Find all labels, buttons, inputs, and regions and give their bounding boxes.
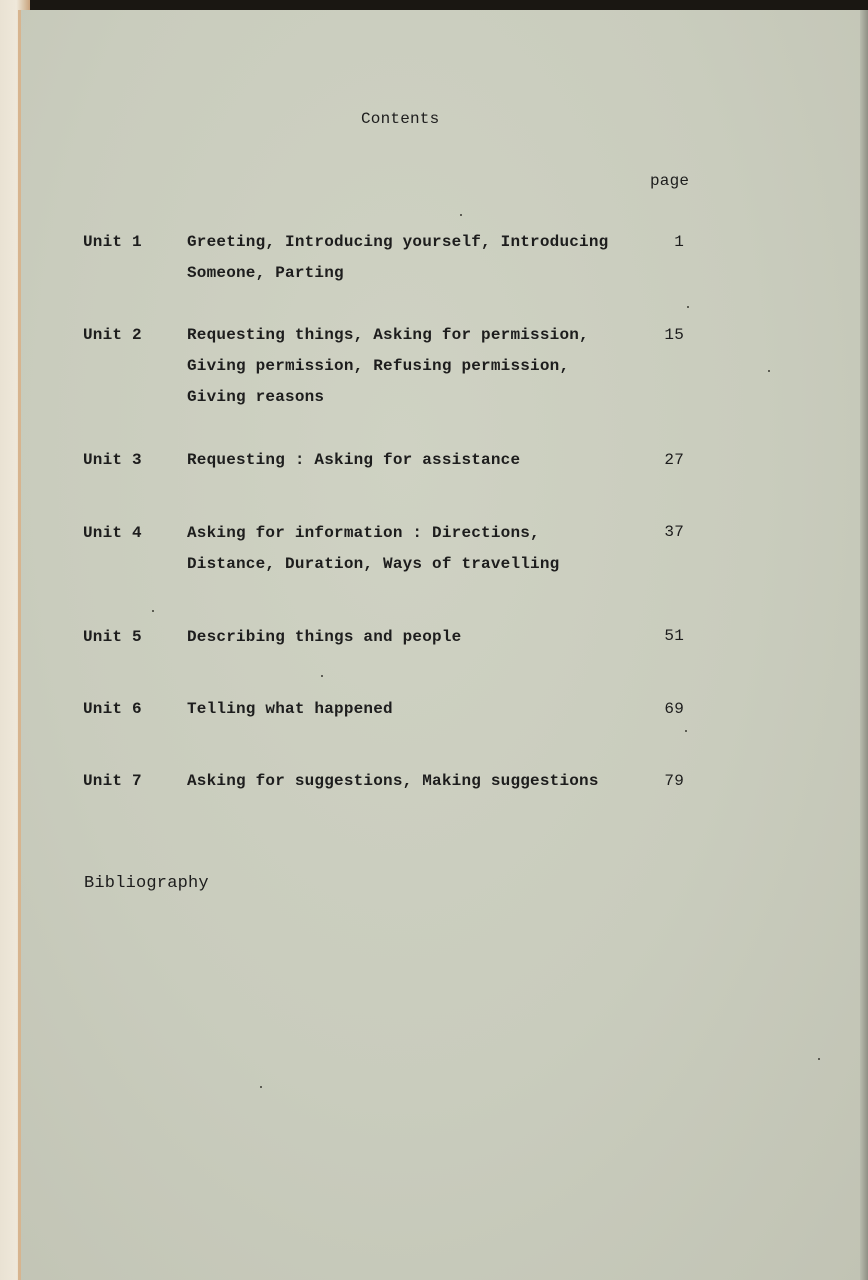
- unit-topic-line: Distance, Duration, Ways of travelling: [187, 555, 560, 573]
- unit-page-number: 27: [664, 451, 684, 469]
- unit-topic-line: Greeting, Introducing yourself, Introducing: [187, 233, 609, 251]
- unit-topic-line: Giving permission, Refusing permission,: [187, 357, 570, 375]
- unit-label: Unit 4: [83, 524, 142, 542]
- unit-topic-line: Asking for suggestions, Making suggestions: [187, 772, 599, 790]
- unit-label: Unit 3: [83, 451, 142, 469]
- unit-topic-line: Describing things and people: [187, 628, 462, 646]
- unit-label: Unit 5: [83, 628, 142, 646]
- unit-topic-line: Requesting : Asking for assistance: [187, 451, 521, 469]
- unit-topic: [187, 518, 559, 580]
- paper-speck: [260, 1086, 262, 1088]
- unit-page-number: 37: [664, 523, 684, 541]
- unit-topic-line: Someone, Parting: [187, 264, 344, 282]
- paper-speck: [152, 610, 154, 612]
- unit-label: Unit 1: [83, 233, 142, 251]
- paper-speck: [321, 675, 323, 677]
- bibliography-heading: Bibliography: [84, 874, 209, 893]
- unit-page-number: 51: [664, 627, 684, 645]
- unit-page-number: 69: [664, 700, 684, 718]
- unit-topic: [187, 766, 599, 797]
- unit-page-number: 15: [664, 326, 684, 344]
- page-right-edge: [860, 10, 868, 1280]
- paper-speck: [687, 306, 689, 308]
- paper-speck: [818, 1058, 820, 1060]
- unit-topic: [187, 694, 393, 725]
- unit-page-number: 79: [664, 772, 684, 790]
- unit-topic: [187, 445, 520, 476]
- unit-topic: [187, 622, 461, 653]
- unit-topic-line: Asking for information : Directions,: [187, 524, 540, 542]
- paper-speck: [685, 730, 687, 732]
- unit-label: Unit 6: [83, 700, 142, 718]
- unit-topic: [187, 227, 608, 289]
- page-column-header: page: [650, 172, 690, 190]
- page-title: Contents: [361, 110, 440, 128]
- paper-speck: [768, 370, 770, 372]
- unit-topic-line: Giving reasons: [187, 388, 325, 406]
- unit-page-number: 1: [674, 233, 684, 251]
- unit-label: Unit 7: [83, 772, 142, 790]
- unit-label: Unit 2: [83, 326, 142, 344]
- unit-topic-line: Telling what happened: [187, 700, 393, 718]
- unit-topic: [187, 320, 589, 413]
- unit-topic-line: Requesting things, Asking for permission,: [187, 326, 589, 344]
- paper-speck: [460, 214, 462, 216]
